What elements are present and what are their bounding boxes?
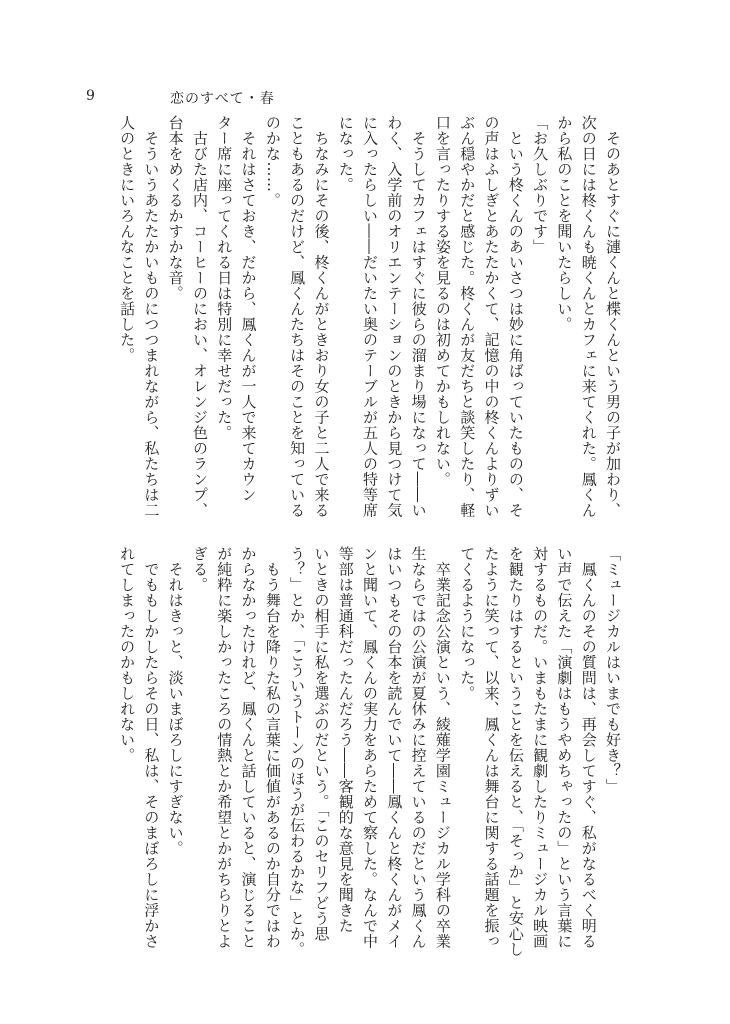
text-column: ちなみにその後、柊くんがときおり女の子と二人で来る: [312, 115, 331, 518]
text-column: たように笑って、以来、鳳くんは舞台に関する話題を振っ: [482, 546, 501, 949]
text-column: そのあとすぐに漣くんと楪くんという男の子が加わり、: [604, 115, 622, 518]
text-column: 対するものだ。いまもたまに観劇したりミュージカル映画: [531, 546, 550, 949]
text-column: もう舞台を降りた私の言葉に価値があるのか自分ではわ: [263, 546, 282, 949]
text-column: 人のときにいろんなことを話した。: [118, 115, 137, 363]
text-column: それはきっと、淡いまぼろしにすぎない。: [166, 546, 185, 856]
text-column: い声で伝えた「演劇はもうやめちゃったの」という言葉に: [555, 546, 574, 949]
text-column: の声はふしぎとあたたかくて、記憶の中の柊くんよりずい: [482, 115, 501, 518]
chapter-title: 恋のすべて・春: [170, 91, 275, 107]
text-column: てくるようになった。: [458, 546, 477, 701]
text-column: れてしまったのかもしれない。: [118, 546, 137, 763]
text-column: ぶん穏やかだと感じた。柊くんが友だちと談笑したり、軽: [458, 115, 477, 518]
text-block-bottom: [115, 546, 625, 957]
text-column: 台本をめくるかすかな音。: [166, 115, 185, 301]
text-column: そうしてカフェはすぐに彼らの溜まり場になって――い: [409, 115, 428, 518]
text-column: う？」とか、「こういうトーンのほうが伝わるかな」とか。: [288, 546, 307, 957]
text-column: を観たりはするということを伝えると、「そっか」と安心し: [506, 546, 525, 957]
text-column: でももしかしたらその日、私は、そのまぼろしに浮かさ: [142, 546, 161, 949]
text-column: からなかったけれど、鳳くんと話していると、演じること: [239, 546, 258, 949]
text-column: いときの相手に私を選ぶのだという。「このセリフどう思: [312, 546, 331, 942]
text-column: そういうあたたかいものにつつまれながら、私たちは二: [142, 115, 161, 518]
text-column: はいつもその台本を読んでいて――鳳くんと柊くんがメイ: [385, 546, 404, 949]
text-column: が純粋に楽しかったころの情熱とか希望とかがちらりとよ: [215, 546, 234, 949]
text-column: こともあるのだけど、鳳くんたちはそのことを知っている: [288, 115, 307, 518]
text-column: 「ミュージカルはいまでも好き？」: [604, 546, 622, 794]
text-column: のかな……。: [263, 115, 282, 208]
text-column: 口を言ったりする姿を見るのは初めてかもしれない。: [433, 115, 452, 487]
text-column: になった。: [336, 115, 355, 193]
text-block-top: [115, 115, 625, 518]
page-number: 9: [86, 88, 95, 104]
text-column: 次の日には柊くんも暁くんとカフェに来てくれた。鳳くん: [579, 115, 598, 518]
text-column: ぎる。: [190, 546, 209, 593]
text-column: という柊くんのあいさつは妙に角ばっていたものの、そ: [506, 115, 525, 518]
text-column: 古びた店内、コーヒーのにおい、オレンジ色のランプ、: [190, 115, 209, 518]
text-column: に入ったらしい――だいたい奥のテーブルが五人の特等席: [361, 115, 380, 518]
text-column: 卒業記念公演という、綾薙学園ミュージカル学科の卒業: [433, 546, 452, 949]
text-column: 等部は普通科だったんだろう――客観的な意見を聞きた: [336, 546, 355, 934]
text-column: ター席に座ってくれる日は特別に幸せだった。: [215, 115, 234, 441]
text-column: それはさておき、だから、鳳くんが一人で来てカウン: [239, 115, 258, 503]
text-column: 生ならではの公演が夏休みに控えているのだという鳳くん: [409, 546, 428, 949]
text-column: わく、入学前のオリエンテーションのときから見つけて気: [385, 115, 404, 518]
text-column: から私のことを聞いたらしい。: [555, 115, 574, 332]
text-column: ンと聞いて、鳳くんの実力をあらためて察した。なんで中: [361, 546, 380, 949]
text-column: 鳳くんのその質問は、再会してすぐ、私がなるべく明る: [579, 546, 598, 949]
text-column: 「お久しぶりです」: [531, 115, 550, 255]
